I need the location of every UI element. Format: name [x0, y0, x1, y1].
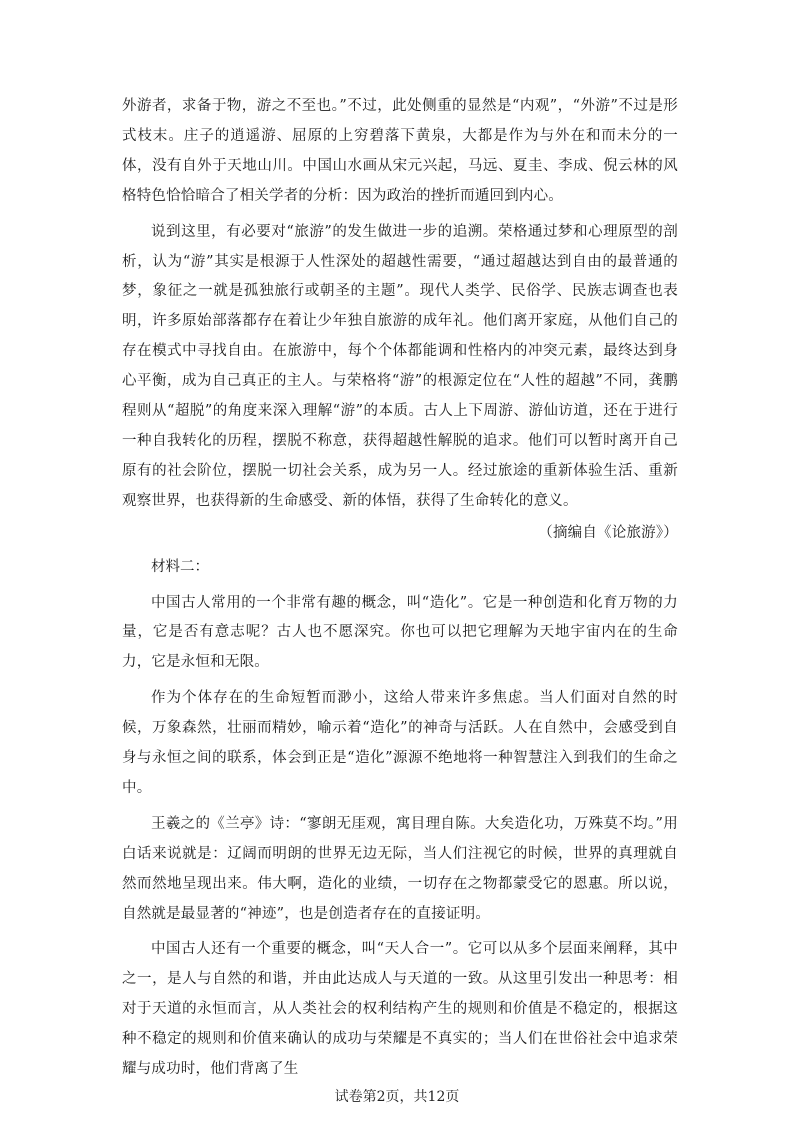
- page-footer: 试卷第2页，共12页: [334, 1089, 460, 1105]
- material-one-paragraph-1: 外游者，求备于物，游之不至也。”不过，此处侧重的显然是“内观”，“外游”不过是形式枝末。庄子的逍遥游、屈原的上穷碧落下黄泉，大都是作为与外在和而未分的一体，没有自外于天地山川。中国山水画从宋元兴起，马远、夏圭、李成、倪云林的风格特色恰恰暗合了相关学者的分析：因为政治的挫折而遁回到内心。: [122, 98, 678, 204]
- material-two-label: 材料二：: [151, 558, 209, 575]
- material-two-paragraph-2: 作为个体存在的生命短暂而渺小，这给人带来许多焦虑。当人们面对自然的时候，万象森然，壮丽而精妙，喻示着“造化”的神奇与活跃。人在自然中，会感受到自身与永恒之间的联系，体会到正是“造化”源源不绝地将一种智慧注入到我们的生命之中。: [122, 690, 678, 796]
- material-two-paragraph-1: 中国古人常用的一个非常有趣的概念，叫“造化”。它是一种创造和化育万物的力量，它是否有意志呢？古人也不愿深究。你也可以把它理解为天地宇宙内在的生命力，它是永恒和无限。: [122, 594, 678, 671]
- material-two-paragraph-4: 中国古人还有一个重要的概念，叫“天人合一”。它可以从多个层面来阐释，其中之一，是人与自然的和谐，并由此达成人与天道的一致。从这里引发出一种思考：相对于天道的永恒而言，从人类社会的权利结构产生的规则和价值是不稳定的，根据这种不稳定的规则和价值来确认的成功与荣耀是不真实的；当人们在世俗社会中追求荣耀与成功时，他们背离了生: [122, 941, 678, 1078]
- material-two-paragraph-3: 王羲之的《兰亭》诗：“寥朗无厓观，寓目理自陈。大矣造化功，万殊莫不均。”用白话来说就是：辽阔而明朗的世界无边无际，当人们注视它的时候，世界的真理就自然而然地呈现出来。伟大啊，造化的业绩，一切存在之物都蒙受它的恩惠。所以说，自然就是最显著的“神迹”，也是创造者存在的直接证明。: [122, 815, 678, 922]
- material-one-source: （摘编自《论旅游》）: [538, 524, 678, 541]
- material-one-paragraph-2: 说到这里，有必要对“旅游”的发生做进一步的追溯。荣格通过梦和心理原型的剖析，认为“游”其实是根源于人性深处的超越性需要，“通过超越达到自由的最普通的梦，象征之一就是孤独旅行或朝圣的主题”。现代人类学、民俗学、民族志调查也表明，许多原始部落都存在着让少年独自旅游的成年礼。他们离开家庭，从他们自己的存在模式中寻找自由。在旅游中，每个个体都能调和性格内的冲突元素，最终达到身心平衡，成为自己真正的主人。与荣格将“游”的根源定位在“人性的超越”不同，龚鹏程则从“超脱”的角度来深入理解“游”的本质。古人上下周游、游仙访道，还在于进行一种自我转化的历程，摆脱不称意，获得超越性解脱的追求。他们可以暂时离开自己原有的社会阶位，摆脱一切社会关系，成为另一人。经过旅途的重新体验生活、重新观察世界，也获得新的生命感受、新的体悟，获得了生命转化的意义。: [122, 223, 678, 509]
- page-content: [122, 92, 678, 1085]
